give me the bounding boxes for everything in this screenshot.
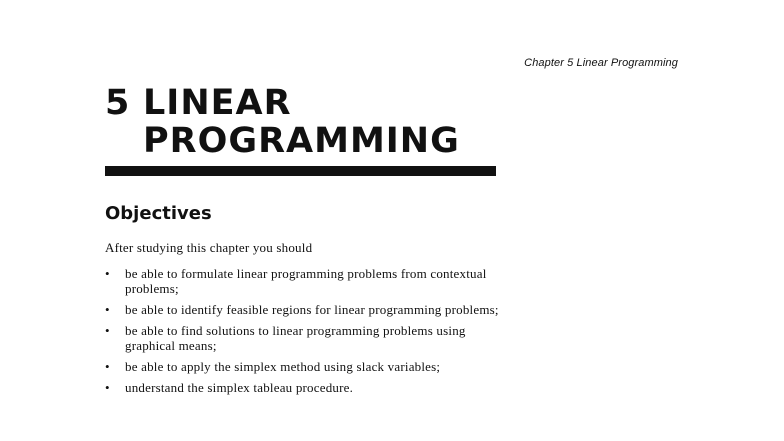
bullet-icon: • (105, 323, 110, 338)
objective-text: be able to find solutions to linear programming problems using graphical means; (125, 323, 466, 353)
objective-item (105, 266, 505, 296)
section-heading-objectives: Objectives (105, 203, 212, 224)
objectives-list (105, 266, 505, 401)
bullet-icon: • (105, 359, 110, 374)
objective-text: be able to identify feasible regions for linear programming problems; (125, 302, 499, 317)
objective-item (105, 302, 505, 317)
chapter-title-line2: PROGRAMMING (143, 121, 460, 161)
objective-item (105, 380, 505, 395)
objective-text: be able to apply the simplex method using slack variables; (125, 359, 441, 374)
chapter-title-line1: LINEAR (143, 83, 292, 123)
bullet-icon: • (105, 266, 110, 281)
chapter-number: 5 (105, 83, 131, 123)
objective-item (105, 359, 505, 374)
objective-text: understand the simplex tableau procedure. (125, 380, 354, 395)
running-header: Chapter 5 Linear Programming (524, 57, 678, 69)
objective-item (105, 323, 505, 353)
bullet-icon: • (105, 380, 110, 395)
objective-text: be able to formulate linear programming problems from contextual problems; (125, 266, 487, 296)
bullet-icon: • (105, 302, 110, 317)
chapter-title (105, 84, 460, 160)
intro-text: After studying this chapter you should (105, 240, 313, 255)
title-rule (105, 166, 496, 176)
